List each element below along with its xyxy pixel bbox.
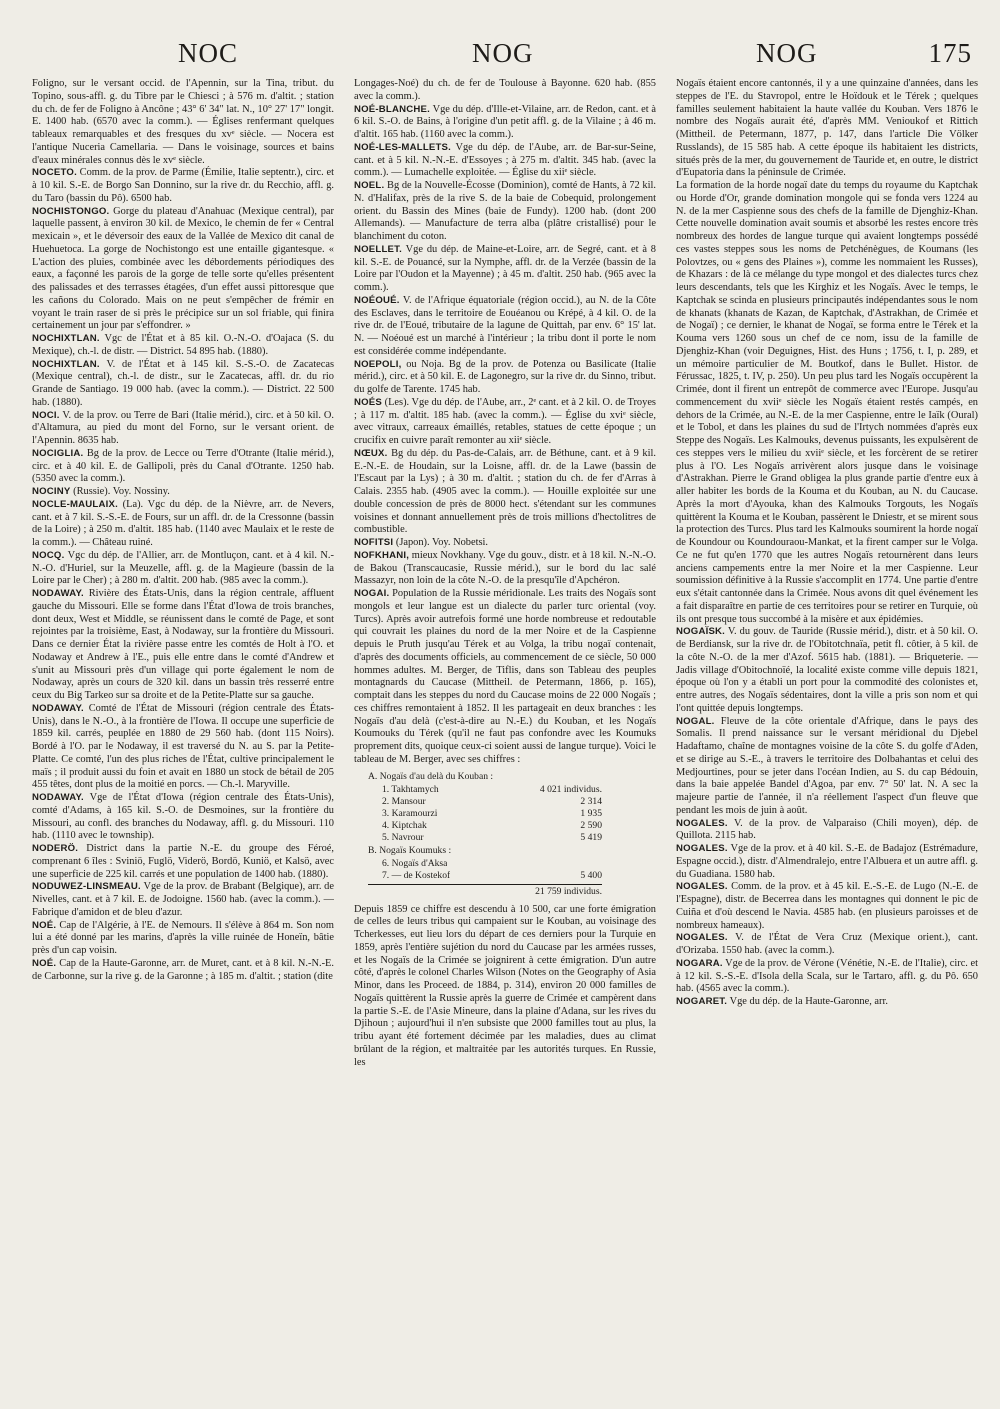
entry-headword: NOCETO.	[32, 167, 77, 179]
entry-text: Rivière des États-Unis, dans la région centrale, affluent gauche du Missouri. Elle se forme dans l'État d'Iowa de trois branches, dont deux, West et Middle, se réunissent dans le comté de Page, et sont rejointes par la troisième, East, à Nodaway, sur la frontière du Missouri. Dans ce dernier État la rivière passe entre les comtés de Holt à l'O. et Nodaway et Andrew à l'E., puis elle entre dans le comté d'Andrew et s'unit au Missouri près d'un village qui porte également le nom de Nodaway, après un cours de 320 kil. dans un bassin très resserré entre ceux du Big Tarkeo sur sa droite et de la Petite-Platte sur sa gauche.	[32, 588, 334, 701]
entry-text: Vge de la prov. de Vérone (Vénétie, N.-E. de l'Italie), circ. et à 12 kil. S.-S.-E. d'Isola della Scala, sur le Tartaro, affl. g. du Pô. 650 hab. (4565 avec la comm.).	[676, 957, 978, 995]
entry-headword: NOFITSI	[354, 537, 394, 548]
dictionary-entry	[32, 410, 334, 448]
entry-text: Population de la Russie méridionale. Les traits des Nogaïs sont mongols et leur langue est un dialecte du parler turc oriental (voy. Turcs). Après avoir autrefois formé une horde nombreuse et redoutable qui couvrait les plaines du nord de la mer Noire et de la Caspienne depuis le Pruth jusqu'au Térek et au Volga, la tribu nogaï contenait, d'après des documents officiels, au commencement de ce siècle, 50 000 hommes adultes. M. Berger, de Tiflis, dans son Tableau des peuples montagnards du Caucase (Mittheil. de Petermann, 1866, p. 165), comptait dans les steppes du nord du Caucase moins de 22 000 Nogaïs ; ces chiffres remontaient à 1852. Il les partageait en deux branches : les Nogaïs d'au delà (c'est-à-dire au N.-E.) du Kouban, et les Nogaïs Koumouks du Térek (qu'il ne faut pas confondre avec les Koumuks proprement dits, quoique ceux-ci soient aussi de langue turque). Voici le tableau de M. Berger, avec ses chiffres :	[354, 588, 656, 765]
entry-headword: NOÉ.	[32, 919, 57, 931]
dictionary-entry	[354, 78, 656, 104]
entry-headword: NOEPOLI,	[354, 358, 402, 370]
entry-text: Vgc de l'État et à 85 kil. O.-N.-O. d'Oajaca (S. du Mexique), ch.-l. de distr. — District. 54 895 hab. (1880).	[32, 333, 334, 357]
dictionary-entry	[354, 448, 656, 537]
entry-text: La formation de la horde nogaï date du temps du royaume du Kaptchak ou Horde d'Or, grande domination mongole qui se fonda vers 1224 au N. de la mer Caspienne sous des chefs de la famille de Djenghiz-Khan. Cette nouvelle domination avait soumis et absorbé les restes encore très nombreux des hordes de langue turque qui avaient longtemps possédé ces vastes steppes sous les noms de Petchénègues, de Koumans (les Polovtzes, ou « gens des Plaines »), comme les nommaient les Russes), de Khazars : de là ce mélange du type mongol et des dialectes turcs chez leurs descendants, tels que les Kirghiz et les Nogaïs. Avec le temps, le Kaptchak se scinda en plusieurs principautés indépendantes sous le nom de khanats (khanats de Kazan, de Kaptchak, d'Astrakhan, de Crimée et de Nogaï) ; ce dernier, le khanat de Nogaï, se forma entre le Térek et la Kouma vers 1260 sous un chef de ce nom, issu de la famille de Djenghiz-Khan (voir Deguignes, Hist. des Huns ; 1756, t. I, p. 289, et un mémoire particulier de M. Boutkof, dans le Bullet. Histor. de Férussac, 1825, t. IV, p. 250). Un peu plus tard les Nogaïs occupèrent la Crimée, dont il firent un entrepôt de commerce avec l'Europe. Jusqu'au commencement du xviiᵉ siècle les Nogaïs étaient restés campés, en dehors de la Crimée, au N.-E. de la mer Caspienne, entre le Iaïk (Oural) et le Tobol, et dans les plaines du sud de l'Irtych nommées d'après eux Steppe des Nogaïs. Les Kalmouks, devenus puissants, les expulsèrent de ces steppes vers le milieu du xviiᵉ siècle, et les forcèrent de se retirer plus à l'O. Les Nogaïs arrivèrent alors jusque dans le voisinage d'Astrakhan. Pierre le Grand obligea la plus grande partie d'entre eux à aller habiter les bords de la Kouma et du Kouban, au N. du Caucase. Après la mort d'Ayouka, khan des Kalmouks Torgouts, les Nogaïs quittèrent la Kouma et le Kouban, passèrent le Dniestr, et se mirent sous la protection des Turcs. Plus tard les Kalmouks soumirent la horde nogaï de Koundour ou Koundouraou-Mankat, et la firent camper sur le Volga. Ce ne fut qu'en 1770 que les autres Nogaïs retournèrent dans leurs anciens campements entre la mer Noire et la mer Caspienne. Leur soumission définitive à la Russie s'accomplit en 1774. Une partie d'entre eux s'était cantonnée dans la Crimée. Nous avons dit quel événement les a fait disparaître en partie de ces territoires pour se retirer en Turquie, où ils ont presque tous succombé à la misère et aux épidémies.	[676, 180, 978, 625]
entry-headword: NOCHISTONGO.	[32, 205, 110, 217]
dictionary-entry	[354, 104, 656, 142]
dictionary-entry	[32, 920, 334, 958]
dictionary-entry	[676, 716, 978, 818]
entry-headword: NŒUX.	[354, 447, 388, 459]
entry-text: V. du gouv. de Tauride (Russie mérid.), distr. et à 50 kil. O. de Berdiansk, sur la rive dr. de l'Obitotchnaïa, petit fl. côtier, à 5 kil. de la côte N.-O. de la mer d'Azof. 5615 hab. (1881). — Briqueterie. — Jadis village d'Obitochnoïé, la localité existe comme ville depuis 1821, époque où l'on y a établi un port pour la commodité des colonistes et, entre autres, des Nogaïs sédentaires, dont la ville a pris son nom et qui l'ont quittée depuis longtemps.	[676, 626, 978, 714]
header-left: NOC	[178, 38, 239, 68]
table-cell-value: 2 314	[580, 795, 602, 807]
entry-text: Nogaïs étaient encore cantonnés, il y a une quinzaine d'années, dans les steppes de l'E. du Stavropol, entre le Hoïdouk et le Térek ; quelques familles seulement habitaient la haute vallée du Kouban. Vers 1876 le nombre des Nogaïs aurait été, d'après MM. Venioukof et Rittich (Mittheil. de Petermann, 1877, p. 147, dans l'article Die Völker Russlands), de 15 585 hab. A cette époque ils habitaient les districts, situés près de la mer, du gouvernement de Tauride et, en outre, le district d'Eupatoria dans la péninsule de Crimée.	[676, 78, 978, 179]
column-2	[354, 78, 656, 1400]
table-group-title: A. Nogaïs d'au delà du Kouban :	[368, 770, 494, 782]
entry-headword: NOCINY	[32, 486, 71, 497]
entry-headword: NOÉ-BLANCHE.	[354, 103, 430, 115]
entry-text: Bg du dép. du Pas-de-Calais, arr. de Béthune, cant. et à 9 kil. E.-N.-E. de Houdain, sur la Loisne, affl. dr. de la Lawe (bassin de l'Escaut par la Lys) ; à 30 m. d'altit. ; station du ch. de fer d'Arras à Calais. 2355 hab. (4905 avec la comm.). — Houille exploitée sur une double concession de près de 8000 hect. s'étendant sur les communes voisines et donnant annuellement près de trois millions d'hectolitres de combustible.	[354, 447, 656, 536]
entry-text: Vge du dép. de l'Aube, arr. de Bar-sur-Seine, cant. et à 5 kil. N.-N.-E. d'Essoyes ; à 275 m. d'altit. 345 hab. (avec la comm.). — Lumachelle exploitée. — Église du xiiᵉ siècle.	[354, 141, 656, 179]
table-cell-label: 2. Mansour	[382, 795, 426, 807]
dictionary-entry	[354, 550, 656, 588]
dictionary-entry	[354, 537, 656, 550]
table-row	[368, 796, 602, 808]
entry-headword: NOCHIXTLAN.	[32, 358, 100, 370]
dictionary-entry	[32, 703, 334, 792]
dictionary-entry	[32, 333, 334, 359]
entry-text: Fleuve de la côte orientale d'Afrique, dans le pays des Somalis. Il prend naissance sur le versant méridional du Djebel Hadaftamo, chaîne de montagnes voisine de la côte S. du golfe d'Aden, et se dirige au S.-E., à travers le territoire des Dolbahantas et celui des Medjourtines, pour se jeter dans l'océan Indien, au S. du cap Bédouin, dans la baie appelée Bandel d'Agoa, par env. 7° 50' lat. N. A sec la majeure partie de l'année, il n'a réellement l'aspect d'un fleuve que pendant les mois de juin à août.	[676, 715, 978, 816]
nogai-population-table	[368, 771, 656, 898]
table-row	[368, 808, 602, 820]
dictionary-entry	[354, 244, 656, 295]
dictionary-entry	[32, 206, 334, 334]
table-row	[368, 820, 602, 832]
entry-headword: NOGALES.	[676, 843, 728, 854]
header-right: NOG	[756, 38, 818, 68]
entry-headword: NODERÖ.	[32, 843, 79, 854]
table-cell-value: 4 021 individus.	[539, 783, 602, 795]
entry-headword: NOEL.	[354, 180, 385, 191]
entry-text: (Russie). Voy. Nossiny.	[73, 486, 170, 497]
dictionary-entry	[676, 626, 978, 715]
page-number: 175	[928, 38, 972, 68]
dictionary-entry	[354, 397, 656, 448]
entry-headword: NOGARET.	[676, 996, 728, 1007]
column-1	[32, 78, 334, 1400]
dictionary-entry	[32, 78, 334, 167]
entry-text: V. de l'État de Vera Cruz (Mexique orient.), cant. d'Orizaba. 1550 hab. (avec la comm.).	[676, 932, 978, 956]
entry-text: (Les). Vge du dép. de l'Aube, arr., 2ᵉ cant. et à 2 kil. O. de Troyes ; à 117 m. d'altit. 185 hab. (avec la comm.). — Église du xviᵉ siècle, avec vitraux, carreaux émaillés, retables, statues de cette époque ; un crucifix en cuivre paraît remonter au xiiᵉ siècle.	[354, 396, 656, 446]
entry-headword: NOCHIXTLAN.	[32, 333, 100, 344]
dictionary-entry	[676, 932, 978, 958]
table-row	[368, 858, 602, 870]
entry-headword: NOFKHANI,	[354, 549, 410, 561]
dictionary-entry	[676, 996, 978, 1009]
entry-text: Vge du dép. de Maine-et-Loire, arr. de Segré, cant. et à 8 kil. S.-E. de Pouancé, sur la Nymphe, affl. dr. de la Verzée (bassin de la Loire par l'Oudon et la Mayenne) ; à 45 m. d'altit. 250 hab. (965 avec la comm.).	[354, 243, 656, 293]
entry-headword: NOGAL.	[676, 715, 715, 727]
entry-text: Comm. de la prov. de Parme (Émilie, Italie septentr.), circ. et à 10 kil. S.-E. de Borgo San Donnino, sur la rive dr. du Recchio, affl. g. du Taro (bassin du Pô). 6500 hab.	[32, 167, 334, 204]
entry-text: V. de la prov. de Valparaiso (Chili moyen), dép. de Quillota. 2115 hab.	[676, 817, 978, 842]
entry-text: mieux Novkhany. Vge du gouv., distr. et à 18 kil. N.-N.-O. de Bakou (Transcaucasie, Russie mérid.), sur le bord du lac salé Massazyr, non loin de la côte N.-O. de la presqu'île d'Apchéron.	[354, 549, 656, 587]
entry-text: Vge de l'État d'Iowa (région centrale des États-Unis), comté d'Adams, à 165 kil. S.-O. de Desmoines, sur la frontière du Missouri, au confl. des branches du Nodaway, affl. g. du Missouri. 110 hab. (1110 avec le township).	[32, 792, 334, 842]
dictionary-entry	[32, 486, 334, 499]
table-cell-value: 2 590	[580, 819, 602, 831]
entry-headword: NOGALES.	[676, 817, 728, 829]
entry-headword: NODAWAY.	[32, 588, 84, 599]
table-row	[368, 870, 602, 882]
dictionary-entry	[354, 180, 656, 244]
entry-text: Comm. de la prov. et à 45 kil. E.-S.-E. de Lugo (N.-E. de l'Espagne), distr. de Becerrea dans les montagnes qui donnent le pic de Cuiña et d'où descend le Navia. 4585 hab. (en plusieurs paroisses et de nombreux hameaux).	[676, 881, 978, 931]
entry-text: Gorge du plateau d'Anahuac (Mexique central), par laquelle passent, à environ 30 kil. de Mexico, le chemin de fer « Central mexicain », et le déversoir des eaux de la Vallée de Mexico dit canal de Huehuetoca. La gorge de Nochistongo est une entaille gigantesque. « L'action des pluies, combinée avec les débordements périodiques des eaux, a façonné les parois de la gorge de telle sorte qu'elles présentent des palissades et des terrasses étagées, d'un effet aussi pittoresque que les cañons du Colorado. Mais on ne peut s'empêcher de frémir en voyant le train raser de si près le précipice sur un sol friable, qui finira certainement un jour par s'effondrer. »	[32, 205, 334, 332]
table-cell-value: 5 419	[580, 831, 602, 843]
table-row	[368, 784, 602, 796]
entry-headword: NOGAÏSK.	[676, 626, 726, 638]
entry-text: (Japon). Voy. Nobetsi.	[395, 537, 489, 548]
table-cell-label: 6. Nogaïs d'Aksa	[382, 857, 448, 869]
entry-text: ou Noja. Bg de la prov. de Potenza ou Basilicate (Italie mérid.), circ. et à 50 kil. E. de Lagonegro, sur la rive dr. du Sinno, tribut. du golfe de Tarente. 1745 hab.	[354, 358, 656, 395]
entry-headword: NOCI.	[32, 409, 60, 421]
entry-text: V. de l'Afrique équatoriale (région occid.), au N. de la Côte des Esclaves, dans le territoire de Eouéanou ou Krépé, à 4 kil. O. de la rive dr. de l'Eoué, tributaire de la lagune de Quittah, par env. 6° 15' lat. N. — Noéoué est un marché à l'intérieur ; la tribu dont il porte le nom est considérée comme indépendante.	[354, 294, 656, 357]
dictionary-entry	[676, 843, 978, 881]
entry-headword: NOÉOUÉ.	[354, 294, 400, 306]
table-row	[368, 832, 602, 844]
dictionary-entry	[354, 904, 656, 1070]
entry-text: Vge de la prov. de Brabant (Belgique), arr. de Nivelles, cant. et à 7 kil. E. de Jodoigne. 1560 hab. (avec la comm.). — Fabrique d'amidon et de bleu d'azur.	[32, 881, 334, 918]
entry-headword: NOELLET.	[354, 243, 402, 255]
entry-text: Longages-Noé) du ch. de fer de Toulouse à Bayonne. 620 hab. (855 avec la comm.).	[354, 78, 656, 102]
dictionary-entry	[32, 499, 334, 550]
entry-text: District dans la partie N.-E. du groupe des Féroé, comprenant 6 îles : Sviniö, Fuglö, Viderö, Bordö, Kuniö, et Kalsö, avec une superficie de 225 kil. carrés et une population de 1400 hab. (1880).	[32, 843, 334, 880]
dictionary-entry	[676, 818, 978, 844]
dictionary-entry	[676, 958, 978, 996]
header-center: NOG	[472, 38, 534, 68]
entry-headword: NOGARA.	[676, 957, 723, 969]
entry-headword: NOCLE-MAULAIX.	[32, 498, 118, 510]
entry-text: Vge du dép. d'Ille-et-Vilaine, arr. de Redon, cant. et à 6 kil. S.-O. de Bains, à l'origine d'un petit affl. g. de la Vilaine ; à 46 m. d'altit. 165 hab. (1160 avec la comm.).	[354, 103, 656, 140]
entry-headword: NOÉ.	[32, 957, 57, 969]
dictionary-entry	[354, 359, 656, 397]
dictionary-entry	[676, 78, 978, 180]
dictionary-entry	[32, 359, 334, 410]
dictionary-entry	[32, 958, 334, 984]
text-columns	[32, 78, 982, 1400]
dictionary-entry	[32, 550, 334, 588]
entry-text: Cap de l'Algérie, à l'E. de Nemours. Il s'élève à 864 m. Son nom lui a été donné par les marins, d'après la ville ruinée de Honeïn, bâtie près d'un cap voisin.	[32, 919, 334, 956]
entry-headword: NOGAI.	[354, 588, 390, 599]
table-cell-label: 3. Karamourzi	[382, 807, 438, 819]
running-header	[170, 38, 972, 72]
entry-headword: NOGALES.	[676, 932, 728, 944]
entry-text: Bg de la prov. de Lecce ou Terre d'Otrante (Italie mérid.), circ. et à 40 kil. E. de Gallipoli, près du Canal d'Otrante. 1250 hab. (5350 avec la comm.).	[32, 447, 334, 485]
entry-text: V. de l'État et à 145 kil. S.-S.-O. de Zacatecas (Mexique central), ch.-l. de distr., sur le Zacatecas, affl. dr. du rio Grande de Santiago. 19 000 hab. (avec la comm.). — District. 22 500 hab. (1880).	[32, 358, 334, 408]
entry-text: Bg de la Nouvelle-Écosse (Dominion), comté de Hants, à 72 kil. N. d'Halifax, près de la rive S. de la baie de Cobequid, prolongement orient. du Bassin des Mines (baie de Fundy). 1200 hab. (dont 200 Allemands). — Manufacture de terra alba (plâtre cristallisé) pour le blanchiment du coton.	[354, 180, 656, 242]
entry-headword: NODAWAY.	[32, 702, 84, 714]
dictionary-entry	[32, 792, 334, 843]
entry-text: Comté de l'État de Missouri (région centrale des États-Unis), dans le N.-O., à la frontière de l'Iowa. Il occupe une superficie de 1859 kil. carrés, peuplée en 1880 de 29 560 hab. (dont 115 Noirs). Bordé à l'O. par le Nodaway, il est traversé du N. au S. par la Petite-Platte. Ce comté, l'un des plus riches de l'État, cultive principalement le maïs ; il produit aussi du foin et avait en 1880 un stock de bétail de 205 455 têtes, dont plus de la moitié en porcs. — Ch.-l. Maryville.	[32, 702, 334, 791]
entry-headword: NODUWEZ-LINSMEAU.	[32, 881, 141, 893]
dictionary-entry	[354, 588, 656, 767]
entry-text: (La). Vgc du dép. de la Nièvre, arr. de Nevers, cant. et à 7 kil. S.-S.-E. de Fours, sur un affl. dr. de la Cressonne (bassin de la Loire) ; à 250 m. d'altit. 185 hab. (1140 avec Maulaix et le reste de la comm.). — Château ruiné.	[32, 498, 334, 548]
dictionary-entry	[32, 167, 334, 205]
table-group-title: B. Nogaïs Koumuks :	[368, 844, 452, 856]
entry-headword: NOÉ-LES-MALLETS.	[354, 141, 452, 153]
table-cell-label: 5. Navrour	[382, 831, 424, 843]
dictionary-entry	[32, 843, 334, 881]
dictionary-entry	[354, 295, 656, 359]
entry-text: Vgc du dép. de l'Allier, arr. de Montluçon, cant. et à 4 kil. N.-N.-O. d'Huriel, sur la Meuzelle, affl. g. de la Magieure (bassin de la Loire par le Cher) ; à 280 m. d'altit. 200 hab. (985 avec la comm.).	[32, 549, 334, 587]
table-cell-value: 1 935	[580, 807, 602, 819]
entry-headword: NODAWAY.	[32, 792, 84, 803]
dictionary-entry	[676, 881, 978, 932]
dictionary-entry	[32, 588, 334, 703]
dictionary-entry	[676, 180, 978, 626]
table-cell-label: 7. — de Kostekof	[382, 869, 451, 881]
entry-text: V. de la prov. ou Terre de Bari (Italie mérid.), circ. et à 50 kil. O. d'Altamura, au pied du mont del Forno, sur le versant orient. de l'Apennin. 8635 hab.	[32, 409, 334, 446]
table-total: 21 759 individus.	[368, 884, 602, 898]
entry-headword: NOCIGLIA.	[32, 447, 84, 459]
entry-text: Depuis 1859 ce chiffre est descendu à 10 500, car une forte émigration de celles de leurs tribus qui campaient sur le Kouban, au voisinage des Tcherkesses, eut lieu lors du départ de ces derniers pour la Turquie en 1859, après l'entière sujétion du nord du Caucase par les armées russes, et les Nogaïs de la Crimée se joignirent à cette émigration. D'un autre côté, d'après le colonel Charles Wilson (Notes on the Geography of Asia Minor, dans les Proceed. de 1884, p. 314), environ 20 000 familles de Nogaïs quittèrent la Russie après la guerre de Crimée et campèrent dans la partie S.-E. de l'Asie Mineure, dans la plaine d'Adana, sur les rives du Djihoun ; aujourd'hui il n'en subsiste que 2000 familles tout au plus, la tribu ayant été fortement décimée par les maladies, dues au climat brûlant de la région, et maltraitée par les autorités turques. En Russie, les	[354, 903, 656, 1068]
entry-text: Vge du dép. de la Haute-Garonne, arr.	[729, 996, 888, 1007]
dictionary-entry	[32, 881, 334, 919]
column-3	[676, 78, 978, 1400]
table-cell-label: 4. Kiptchak	[382, 819, 427, 831]
dictionary-entry	[32, 448, 334, 486]
table-cell-value: 5 400	[580, 869, 602, 881]
entry-text: Cap de la Haute-Garonne, arr. de Muret, cant. et à 8 kil. N.-N.-E. de Carbonne, sur la rive g. de la Garonne ; à 185 m. d'altit. ; station (dite	[32, 957, 334, 982]
entry-headword: NOGALES.	[676, 881, 728, 893]
entry-text: Vge de la prov. et à 40 kil. S.-E. de Badajoz (Estrémadure, Espagne occid.), distr. d'Almendralejo, entre l'Albuera et un autre affl. g. du Guadiana. 1580 hab.	[676, 843, 978, 880]
dictionary-entry	[354, 142, 656, 180]
table-cell-label: 1. Takhtamych	[382, 783, 439, 795]
entry-headword: NOÉS	[354, 396, 382, 408]
entry-headword: NOCQ.	[32, 549, 65, 561]
entry-text: Foligno, sur le versant occid. de l'Apennin, sur la Tina, tribut. du Topino, sous-affl. g. du Tibre par le Chiesci ; à 576 m. d'altit. ; station du ch. de fer de Foligno à Ancône ; 43° 6' 34" lat. N., 10° 27' 17" longit. E. 1400 hab. (6570 avec la comm.). — Églises renfermant quelques tableaux remarquables et des fresques du xvᵉ siècle. — Nocera est l'antique Nuceria Camellaria. — Dans le voisinage, sources et bains d'eaux minérales connus dès le xvᵉ siècle.	[32, 78, 334, 166]
